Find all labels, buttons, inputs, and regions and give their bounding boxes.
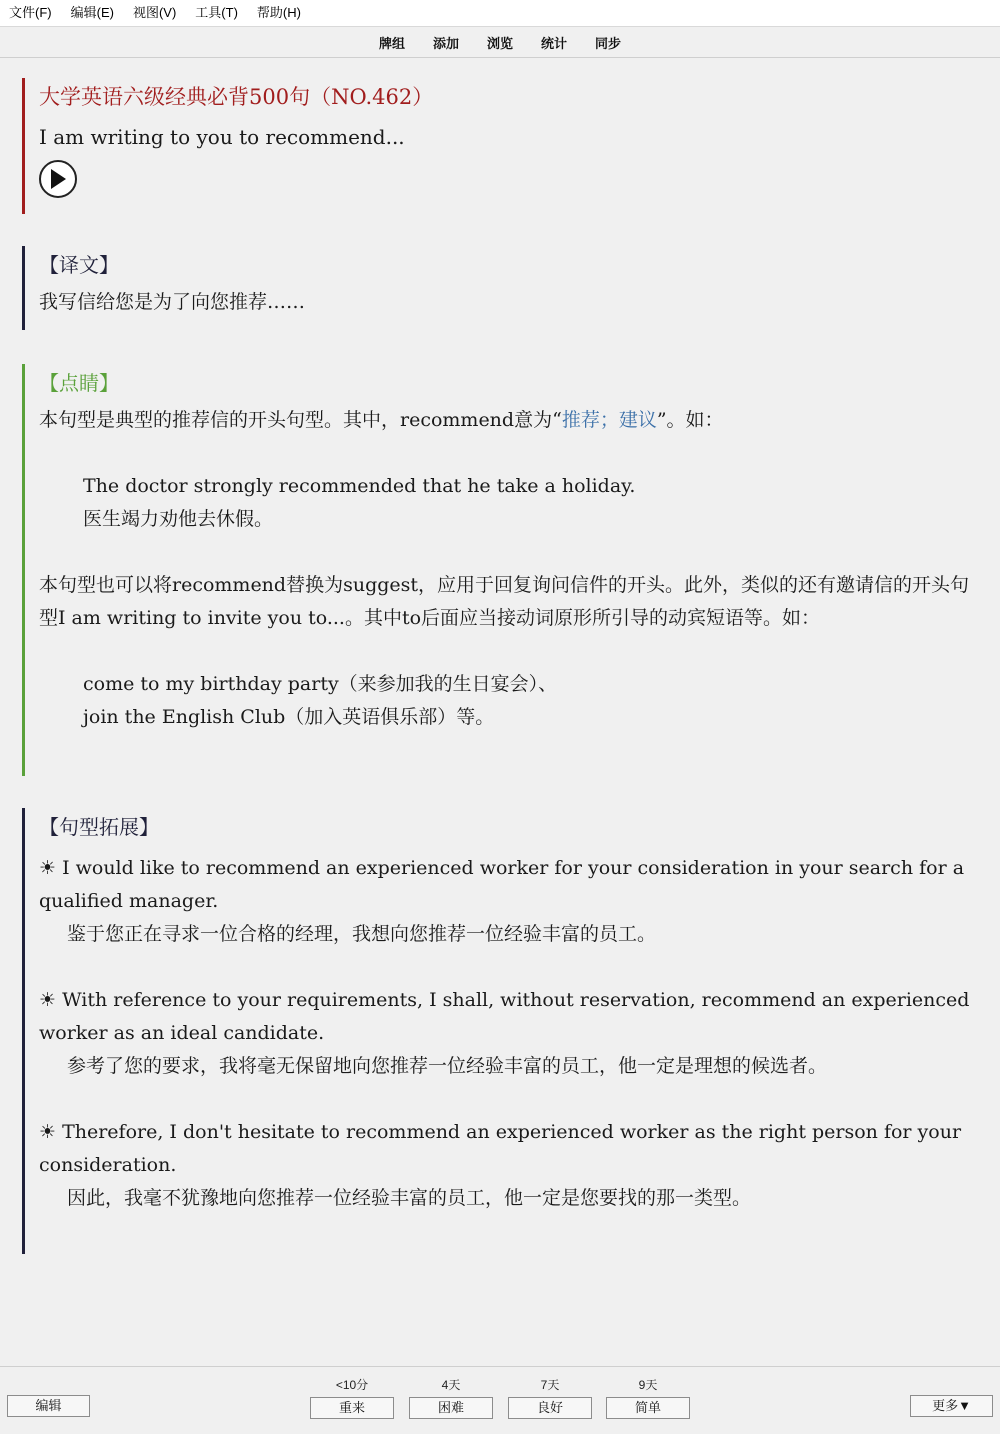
menu-file[interactable]: 文件(F) — [9, 5, 52, 20]
translation-heading: 【译文】 — [39, 253, 119, 277]
tip-p1-end: ”。如： — [656, 409, 724, 431]
main-toolbar — [0, 27, 1000, 58]
extension-3-chinese: 因此，我毫不犹豫地向您推荐一位经验丰富的员工，他一定是您要找的那一类型。 — [67, 1187, 752, 1209]
answer-bar — [0, 1366, 1000, 1434]
edit-button[interactable]: 编辑 — [7, 1395, 90, 1417]
easy-due: 9天 — [638, 1378, 658, 1392]
example-1-english: The doctor strongly recommended that he take a holiday. — [83, 475, 636, 497]
english-sentence: I am writing to you to recommend... — [39, 125, 405, 149]
menu-help[interactable]: 帮助(H) — [256, 5, 301, 20]
again-due: <10分 — [335, 1378, 369, 1392]
toolbar-add[interactable]: 添加 — [432, 35, 459, 51]
tip-paragraph-1 — [39, 404, 972, 437]
extension-1-chinese: 鉴于您正在寻求一位合格的经理，我想向您推荐一位经验丰富的员工。 — [67, 923, 657, 945]
card-front-block — [22, 78, 972, 214]
toolbar-browse[interactable]: 浏览 — [486, 35, 513, 51]
example-2-line-2: join the English Club（加入英语俱乐部）等。 — [83, 706, 495, 728]
more-button[interactable]: 更多▼ — [910, 1395, 993, 1417]
tip-paragraph-2: 本句型也可以将recommend替换为suggest，应用于回复询问信件的开头。此外，类似的还有邀请信的开头句型I am writing to invite you to...。其中to后面应当接动词原形所引导的动宾短语等。如： — [39, 574, 970, 629]
extension-block — [22, 808, 972, 1254]
toolbar-stats[interactable]: 统计 — [541, 35, 568, 51]
extension-3-english: ☀ Therefore, I don't hesitate to recommend an experienced worker as the right person for your consideration. — [39, 1121, 962, 1176]
extension-1-english: ☀ I would like to recommend an experienced worker for your consideration in your search for a qualified manager. — [39, 857, 965, 912]
example-2-line-1: come to my birthday party（来参加我的生日宴会）、 — [83, 673, 558, 695]
extension-2-chinese: 参考了您的要求，我将毫无保留地向您推荐一位经验丰富的员工，他一定是理想的候选者。 — [67, 1055, 828, 1077]
tip-block — [22, 364, 972, 776]
translation-block — [22, 246, 972, 330]
menu-edit[interactable]: 编辑(E) — [70, 5, 114, 20]
extension-heading: 【句型拓展】 — [39, 815, 159, 839]
menu-tools[interactable]: 工具(T) — [195, 5, 238, 20]
hard-due: 4天 — [441, 1378, 461, 1392]
example-1-chinese: 医生竭力劝他去休假。 — [83, 508, 274, 530]
play-icon — [49, 168, 67, 190]
translation-text: 我写信给您是为了向您推荐…… — [39, 291, 306, 313]
good-due: 7天 — [540, 1378, 560, 1392]
toolbar-decks[interactable]: 牌组 — [378, 35, 405, 51]
menu-bar — [0, 0, 1000, 27]
tip-p1-start: 本句型是典型的推荐信的开头句型。其中，recommend意为“ — [39, 409, 562, 431]
again-button[interactable]: 重来 — [310, 1397, 394, 1419]
extension-2-english: ☀ With reference to your requirements, I shall, without reservation, recommend an experienced worker as an ideal candidate. — [39, 989, 970, 1044]
tip-p1-highlight: 推荐；建议 — [561, 409, 657, 431]
menu-view[interactable]: 视图(V) — [132, 5, 177, 20]
play-audio-button[interactable] — [39, 160, 77, 198]
card-title: 大学英语六级经典必背500句（NO.462） — [39, 85, 434, 109]
good-button[interactable]: 良好 — [508, 1397, 592, 1419]
tip-heading: 【点睛】 — [39, 371, 119, 395]
toolbar-sync[interactable]: 同步 — [595, 35, 622, 51]
easy-button[interactable]: 简单 — [606, 1397, 690, 1419]
hard-button[interactable]: 困难 — [409, 1397, 493, 1419]
